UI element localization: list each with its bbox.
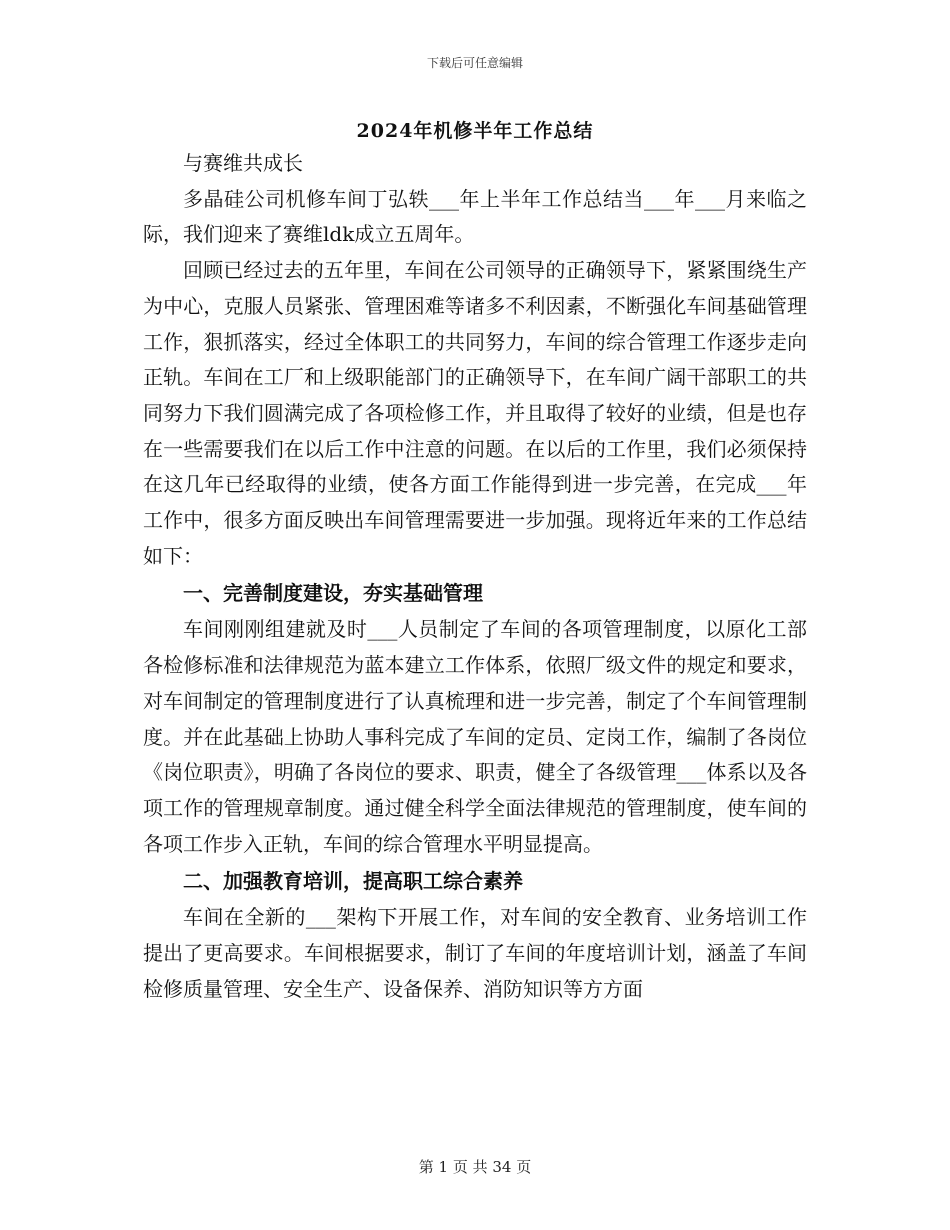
document-body (143, 146, 807, 1007)
header-note: 下载后可任意编辑 (426, 56, 523, 70)
page-title: 2024年机修半年工作总结 (356, 120, 594, 142)
section-body-2: 车间在全新的___架构下开展工作，对车间的安全教育、业务培训工作提出了更高要求。车间根据要求，制订了车间的年度培训计划，涵盖了车间检修质量管理、安全生产、设备保养、消防知识等方方面 (143, 905, 807, 1001)
page-number: 第 1 页 共 34 页 (418, 1158, 532, 1176)
section-heading-1: 一、完善制度建设，夯实基础管理 (183, 581, 483, 606)
subtitle-paragraph: 与赛维共成长 (183, 151, 303, 175)
section-heading-2: 二、加强教育培训，提高职工综合素养 (183, 869, 523, 894)
intro-paragraph: 多晶硅公司机修车间丁弘轶___年上半年工作总结当___年___月来临之际，我们迎来了赛维ldk成立五周年。 (143, 186, 807, 247)
section-body-1: 车间刚刚组建就及时___人员制定了车间的各项管理制度，以原化工部各检修标准和法律规范为蓝本建立工作体系，依照厂级文件的规定和要求，对车间制定的管理制度进行了认真梳理和进一步完善，制定了个车间管理制度。并在此基础上协助人事科完成了车间的定员、定岗工作，编制了各岗位《岗位职责》，明确了各岗位的要求、职责，健全了各级管理___体系以及各项工作的管理规章制度。通过健全科学全面法律规范的管理制度，使车间的各项工作步入正轨，车间的综合管理水平明显提高。 (143, 617, 807, 856)
review-paragraph: 回顾已经过去的五年里，车间在公司领导的正确领导下，紧紧围绕生产为中心，克服人员紧张、管理困难等诸多不利因素，不断强化车间基础管理工作，狠抓落实，经过全体职工的共同努力，车间的综合管理工作逐步走向正轨。车间在工厂和上级职能部门的正确领导下，在车间广阔干部职工的共同努力下我们圆满完成了各项检修工作，并且取得了较好的业绩，但是也存在一些需要我们在以后工作中注意的问题。在以后的工作里，我们必须保持在这几年已经取得的业绩，使各方面工作能得到进一步完善，在完成___年工作中，很多方面反映出车间管理需要进一步加强。现将近年来的工作总结如下： (143, 258, 807, 568)
